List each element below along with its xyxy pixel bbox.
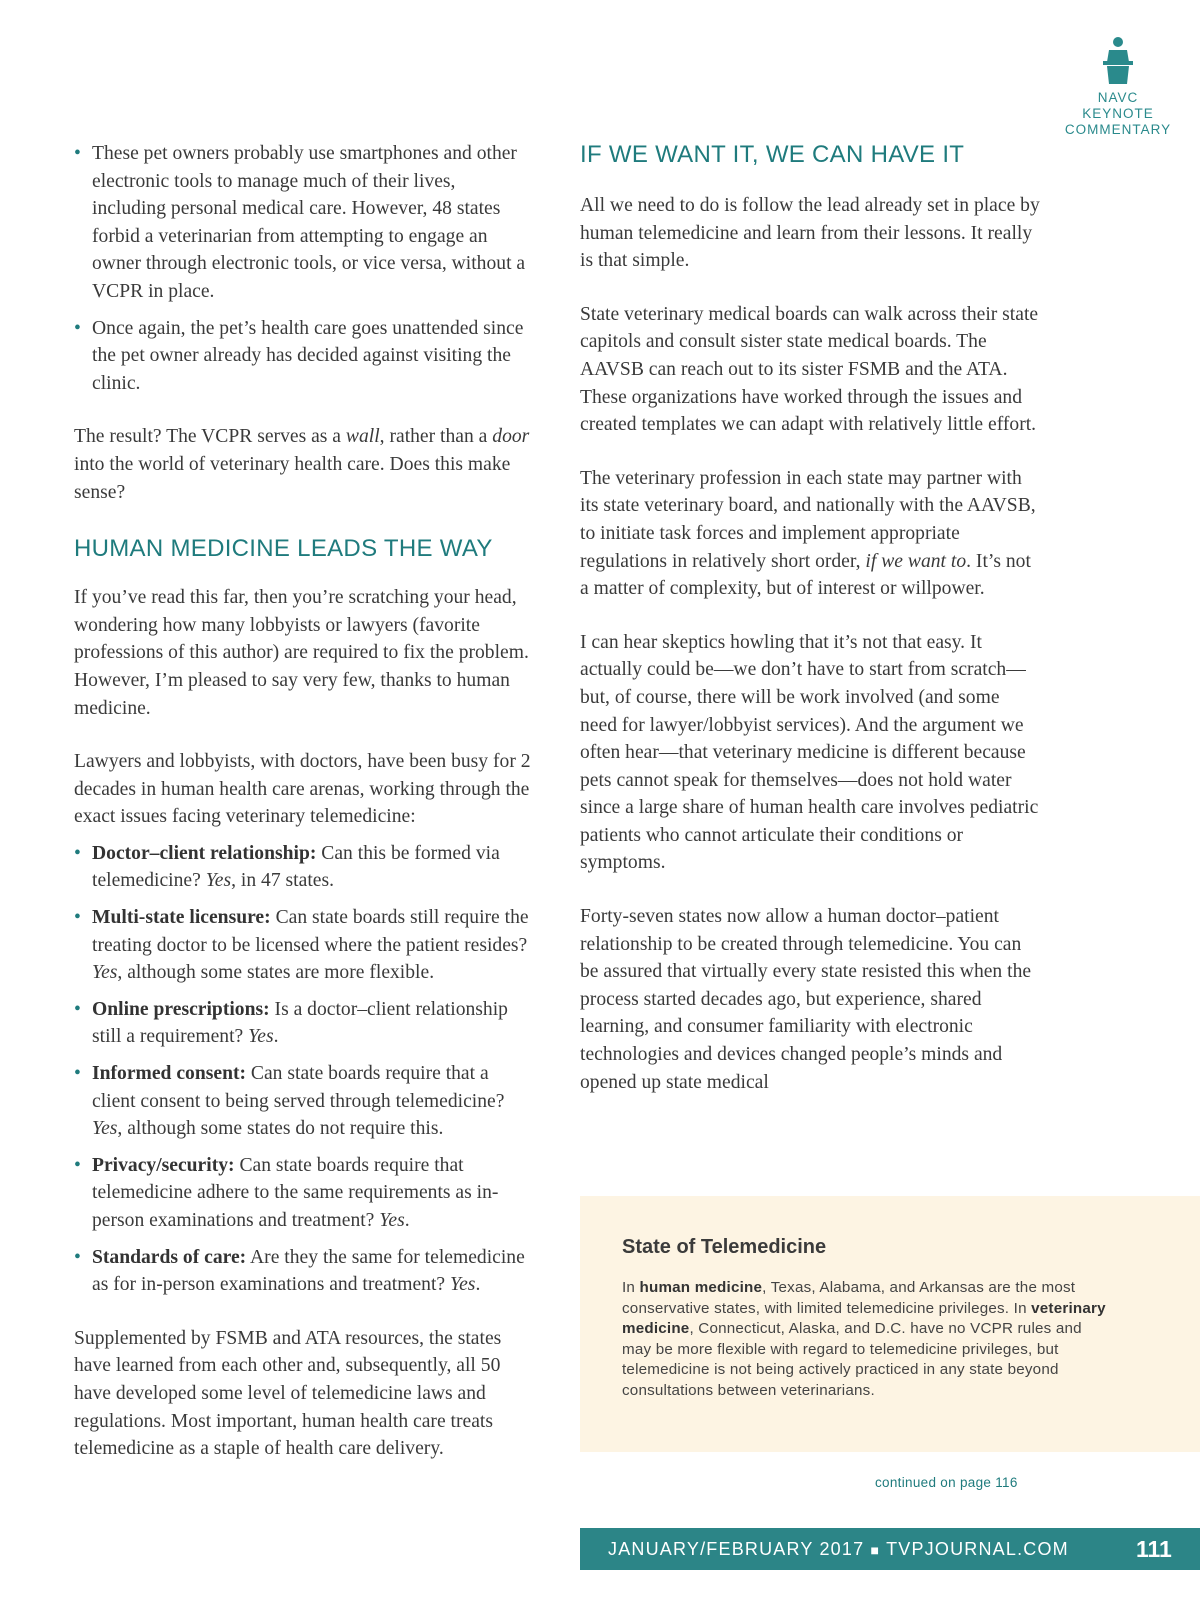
want-it-paragraph-5: Forty-seven states now allow a human doctor–patient relationship to be created through telemedicine. You can be assured that virtually every state resisted this when the process started decades ago, but experience, shared learning, and consumer familiarity with electronic technologies and devices changed people’s minds and opened up state medical: [580, 906, 1032, 1093]
issue-text: Can state boards require that a client consent to being served through telemedicine?: [92, 1063, 505, 1112]
footer-website[interactable]: TVPJOURNAL.COM: [886, 1539, 1069, 1559]
footer-separator-icon: ■: [870, 1542, 881, 1558]
section-heading-human-medicine: HUMAN MEDICINE LEADS THE WAY: [74, 535, 493, 563]
sidebar-title: State of Telemedicine: [622, 1236, 827, 1258]
bullet-icon: •: [74, 1246, 81, 1268]
issue-label: Doctor–client relationship:: [92, 842, 317, 864]
result-paragraph: [74, 423, 534, 506]
sidebar-bold-veterinary-medicine: veterinary medicine: [622, 1299, 1106, 1338]
issue-answer: Yes: [92, 1118, 118, 1140]
issue-answer: Yes: [92, 962, 118, 984]
state-of-telemedicine-sidebar: [580, 1196, 1200, 1452]
issue-after: , in 47 states.: [231, 870, 334, 892]
sidebar-text-1: In: [622, 1279, 640, 1296]
result-emphasis-door: door: [492, 426, 530, 448]
paragraph-3-emphasis: if we want to: [865, 550, 967, 572]
issue-answer: Yes: [248, 1026, 274, 1048]
bullet-text: Once again, the pet’s health care goes unattended since the pet owner already has decided against visiting the clinic.: [92, 317, 524, 394]
bullet-icon: •: [74, 907, 81, 929]
logo-line-keynote: KEYNOTE: [1082, 106, 1154, 121]
want-it-paragraph-3: [580, 465, 1040, 603]
list-item: [74, 315, 534, 398]
sidebar-text: [622, 1278, 1112, 1402]
result-text-3: into the world of veterinary health care. Does this make sense?: [74, 453, 511, 503]
issue-after: .: [404, 1210, 410, 1231]
issues-bullet-list: [74, 840, 534, 1299]
want-it-paragraph-2: State veterinary medical boards can walk across their state capitols and consult sister state medical boards. The AAVSB can reach out to its sister FSMB and the ATA. These organizations have worked through the issues and created templates we can adapt with relatively little effort.: [580, 303, 1039, 436]
issue-answer: Yes: [379, 1210, 405, 1231]
page-footer: [580, 1528, 1200, 1570]
issue-text: Can state boards still require the treating doctor to be licensed where the patient resides?: [92, 907, 529, 956]
want-it-paragraph-4: I can hear skeptics howling that it’s not that easy. It actually could be—we don’t have to start from scratch—but, of course, there will be work involved (and some need for lawyer/lobbyist services). And the argument we often hear—that veterinary medicine is different because pets cannot speak for themselves—does not hold water since a large share of human health care involves pediatric patients who cannot articulate their conditions or symptoms.: [580, 631, 1039, 874]
owner-bullet-list: [74, 140, 534, 397]
paragraph-3-text-a: The veterinary profession in each state may partner with its state veterinary board, and nationally with the AAVSB, to initiate task forces and implement appropriate regulations in relatively short order,: [580, 467, 1036, 572]
bullet-icon: •: [74, 143, 81, 164]
issue-label: Privacy/security:: [92, 1154, 235, 1176]
issue-answer: Yes: [450, 1274, 476, 1296]
right-column: [580, 140, 1040, 1096]
list-item: [74, 996, 534, 1051]
logo-line-commentary: COMMENTARY: [1064, 122, 1172, 137]
left-column: [74, 140, 534, 1463]
list-item: [74, 1244, 534, 1299]
list-item: [74, 904, 534, 987]
podium-speaker-icon: [1101, 36, 1135, 86]
issue-after: .: [273, 1026, 279, 1048]
issue-label: Standards of care:: [92, 1246, 247, 1268]
human-medicine-paragraph-2: Lawyers and lobbyists, with doctors, have been busy for 2 decades in human health care arenas, working through the exact issues facing veterinary telemedicine:: [74, 751, 531, 828]
result-text-1: The result? The VCPR serves as a: [74, 426, 346, 448]
list-item: [74, 140, 534, 306]
continued-on-page-link[interactable]: continued on page 116: [875, 1475, 1018, 1490]
footer-issue-date: JANUARY/FEBRUARY 2017: [608, 1539, 865, 1559]
sidebar-text-2: , Texas, Alabama, and Arkansas are the most conservative states, with limited telemedicine privileges. In: [622, 1279, 1076, 1317]
issue-after: .: [475, 1274, 481, 1296]
navc-keynote-logo: [1058, 36, 1178, 138]
issue-answer: Yes: [205, 870, 232, 892]
logo-line-navc: NAVC: [1097, 90, 1139, 105]
page-number: 111: [1136, 1536, 1172, 1562]
bullet-icon: •: [74, 842, 81, 864]
result-text-2: , rather than a: [379, 426, 493, 448]
bullet-icon: •: [74, 1154, 81, 1176]
issue-after: , although some states are more flexible.: [117, 962, 435, 984]
list-item: [74, 840, 534, 895]
section-heading-want-it: IF WE WANT IT, WE CAN HAVE IT: [580, 141, 965, 168]
footer-issue-line: [608, 1539, 1069, 1560]
issue-label: Informed consent:: [92, 1063, 247, 1085]
issue-text: Is a doctor–client relationship still a requirement?: [92, 998, 508, 1048]
issue-label: Online prescriptions:: [92, 998, 270, 1020]
bullet-text: These pet owners probably use smartphones and other electronic tools to manage much of their lives, including personal medical care. However, 48 states forbid a veterinarian from attempting to engage an owner through electronic tools, or vice versa, without a VCPR in place.: [92, 143, 526, 302]
want-it-paragraph-1: All we need to do is follow the lead already set in place by human telemedicine and learn from their lessons. It really is that simple.: [580, 195, 1040, 272]
list-item: [74, 1152, 534, 1235]
paragraph-3-text-b: . It’s not a matter of complexity, but of interest or willpower.: [580, 550, 1031, 600]
human-medicine-paragraph-3: Supplemented by FSMB and ATA resources, the states have learned from each other and, subsequently, all 50 have developed some level of telemedicine laws and regulations. Most important, human health care treats telemedicine as a staple of health care delivery.: [74, 1327, 502, 1460]
issue-label: Multi-state licensure:: [92, 907, 271, 929]
human-medicine-paragraph-1: If you’ve read this far, then you’re scratching your head, wondering how many lobbyists or lawyers (favorite professions of this author) are required to fix the problem. However, I’m pleased to say very few, thanks to human medicine.: [74, 587, 529, 719]
issue-text: Can state boards require that telemedicine adhere to the same requirements as in-person examinations and treatment?: [92, 1154, 499, 1231]
result-emphasis-wall: wall: [345, 426, 380, 448]
bullet-icon: •: [74, 317, 81, 339]
bullet-icon: •: [74, 1063, 81, 1085]
issue-after: , although some states do not require this.: [117, 1118, 444, 1140]
bullet-icon: •: [74, 998, 81, 1020]
sidebar-bold-human-medicine: human medicine: [639, 1279, 763, 1296]
issue-text: Can this be formed via telemedicine?: [92, 842, 500, 892]
sidebar-text-3: , Connecticut, Alaska, and D.C. have no VCPR rules and may be more flexible with regard to telemedicine privileges, but telemedicine is not being actively practiced in any state beyond consultations between veterinarians.: [622, 1320, 1082, 1399]
issue-text: Are they the same for telemedicine as for in-person examinations and treatment?: [92, 1246, 525, 1296]
list-item: [74, 1060, 534, 1143]
